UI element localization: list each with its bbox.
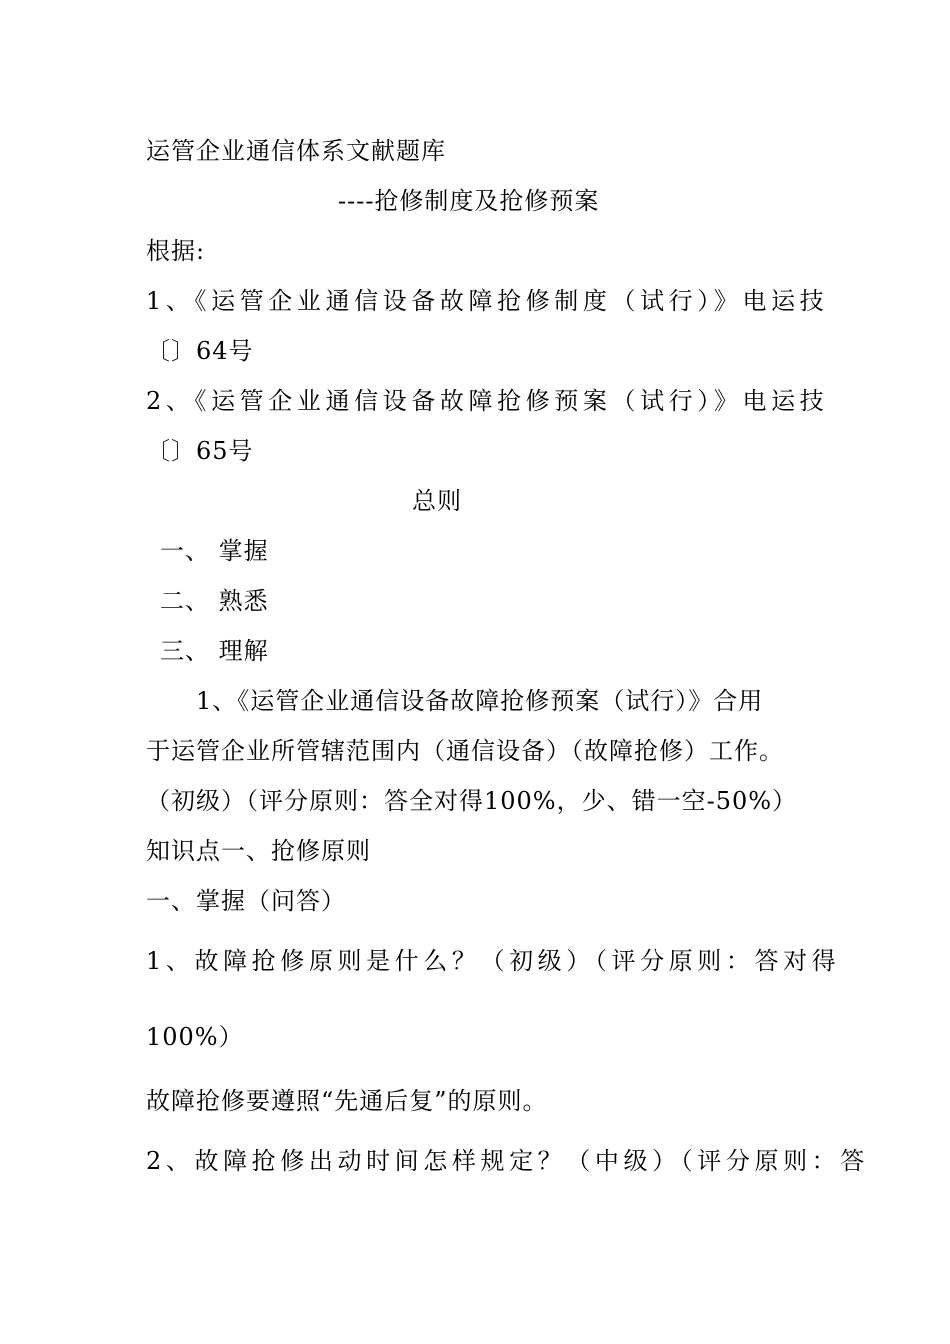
- level-item-2: 二、 熟悉: [160, 587, 269, 615]
- paragraph-line-3: （初级）（评分原则：答全对得100%，少、错一空-50%）: [146, 787, 798, 815]
- document-subtitle: ----抢修制度及抢修预案: [338, 187, 600, 215]
- basis-item-2-number: 〔〕65号: [146, 437, 254, 465]
- level-item-3: 三、 理解: [160, 637, 269, 665]
- paragraph-line-2: 于运管企业所管辖范围内（通信设备）（故障抢修）工作。: [146, 737, 784, 765]
- answer-1: 故障抢修要遵照“先通后复”的原则。: [146, 1087, 548, 1115]
- question-2: 2、故障抢修出动时间怎样规定？（中级）（评分原则：答: [146, 1147, 869, 1175]
- level-item-1: 一、 掌握: [160, 537, 269, 565]
- basis-label: 根据:: [146, 237, 206, 265]
- general-heading: 总则: [412, 487, 462, 515]
- knowledge-point-heading: 知识点一、抢修原则: [146, 837, 371, 865]
- basis-item-1-number: 〔〕64号: [146, 337, 254, 365]
- basis-item-2: 2、《运管企业通信设备故障抢修预案（试行）》电运技: [146, 387, 829, 415]
- paragraph-line-1: 1、《运管企业通信设备故障抢修预案（试行）》合用: [196, 687, 764, 715]
- document-title: 运管企业通信体系文献题库: [146, 137, 446, 165]
- section-heading: 一、掌握（问答）: [146, 887, 346, 915]
- basis-item-1: 1、《运管企业通信设备故障抢修制度（试行）》电运技: [146, 287, 829, 315]
- question-1: 1、故障抢修原则是什么？（初级）（评分原则：答对得: [146, 947, 841, 975]
- question-1-continued: 100%）: [146, 1023, 244, 1051]
